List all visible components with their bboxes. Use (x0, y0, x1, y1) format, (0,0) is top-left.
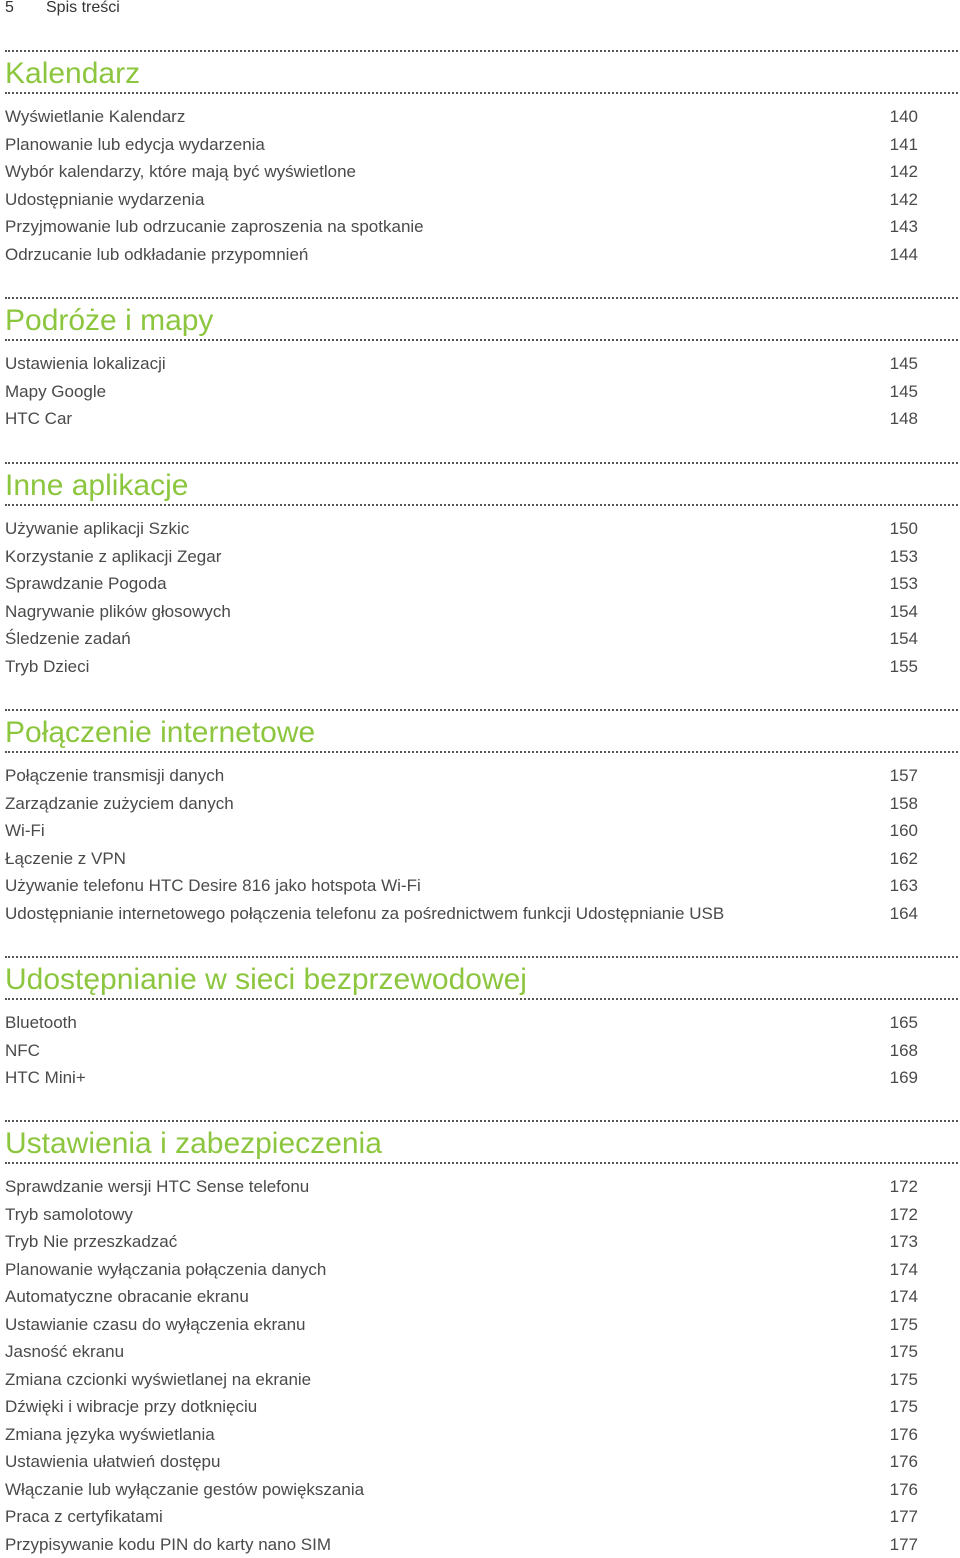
toc-entry-label: Zmiana czcionki wyświetlanej na ekranie (5, 1366, 311, 1394)
section-title-rule (5, 504, 958, 506)
toc-entry-page-number: 145 (890, 350, 918, 378)
section-entries (5, 515, 918, 680)
toc-entry[interactable] (5, 1393, 918, 1421)
toc-entry-page-number: 153 (890, 570, 918, 598)
toc-entry-label: NFC (5, 1037, 40, 1065)
toc-entry-label: HTC Car (5, 405, 72, 433)
toc-entry[interactable] (5, 1064, 918, 1092)
toc-entry[interactable] (5, 900, 918, 928)
toc-entry-label: Tryb Nie przeszkadzać (5, 1228, 177, 1256)
toc-entry-label: Wyświetlanie Kalendarz (5, 103, 185, 131)
toc-entry[interactable] (5, 515, 918, 543)
toc-entry-page-number: 163 (890, 872, 918, 900)
toc-entry[interactable] (5, 186, 918, 214)
toc-entry[interactable] (5, 543, 918, 571)
toc-entry-label: Sprawdzanie wersji HTC Sense telefonu (5, 1173, 309, 1201)
toc-entry-page-number: 157 (890, 762, 918, 790)
toc-entry-label: Sprawdzanie Pogoda (5, 570, 167, 598)
toc-entry-label: Wi-Fi (5, 817, 45, 845)
toc-entry-page-number: 168 (890, 1037, 918, 1065)
toc-entry[interactable] (5, 1476, 918, 1504)
toc-entry-page-number: 148 (890, 405, 918, 433)
section-title: Inne aplikacje (5, 471, 188, 501)
section-title-rule (5, 751, 958, 753)
toc-entry-page-number: 150 (890, 515, 918, 543)
toc-entry-label: Używanie telefonu HTC Desire 816 jako hotspota Wi-Fi (5, 872, 421, 900)
section-top-rule (5, 709, 958, 711)
toc-entry-page-number: 173 (890, 1228, 918, 1256)
toc-entry[interactable] (5, 405, 918, 433)
toc-entry-label: Mapy Google (5, 378, 106, 406)
toc-entry-label: Włączanie lub wyłączanie gestów powiększania (5, 1476, 364, 1504)
toc-entry-page-number: 172 (890, 1201, 918, 1229)
section-entries (5, 103, 918, 268)
toc-entry[interactable] (5, 213, 918, 241)
section-title-rule (5, 998, 958, 1000)
page-header-title: Spis treści (46, 0, 120, 16)
toc-entry[interactable] (5, 1503, 918, 1531)
toc-entry[interactable] (5, 1531, 918, 1558)
toc-entry[interactable] (5, 103, 918, 131)
toc-entry-page-number: 145 (890, 378, 918, 406)
toc-entry-label: Bluetooth (5, 1009, 77, 1037)
toc-entry-page-number: 154 (890, 598, 918, 626)
toc-entry-page-number: 165 (890, 1009, 918, 1037)
toc-entry-label: Połączenie transmisji danych (5, 762, 224, 790)
toc-entry-label: Ustawienia lokalizacji (5, 350, 166, 378)
toc-entry-page-number: 140 (890, 103, 918, 131)
section-entries (5, 1173, 918, 1558)
toc-entry-label: HTC Mini+ (5, 1064, 86, 1092)
toc-entry-label: Odrzucanie lub odkładanie przypomnień (5, 241, 308, 269)
toc-entry-label: Planowanie lub edycja wydarzenia (5, 131, 265, 159)
toc-entry-page-number: 175 (890, 1366, 918, 1394)
toc-entry-page-number: 176 (890, 1476, 918, 1504)
toc-entry[interactable] (5, 1009, 918, 1037)
section-entries (5, 762, 918, 927)
toc-entry-label: Śledzenie zadań (5, 625, 131, 653)
section-entries (5, 350, 918, 433)
toc-entry[interactable] (5, 1448, 918, 1476)
toc-entry[interactable] (5, 1201, 918, 1229)
toc-entry[interactable] (5, 625, 918, 653)
toc-entry[interactable] (5, 1256, 918, 1284)
section-title: Ustawienia i zabezpieczenia (5, 1129, 382, 1159)
section-top-rule (5, 1120, 958, 1122)
toc-entry-label: Ustawienia ułatwień dostępu (5, 1448, 220, 1476)
toc-entry[interactable] (5, 790, 918, 818)
toc-entry-page-number: 160 (890, 817, 918, 845)
section-title: Kalendarz (5, 59, 140, 89)
toc-entry-page-number: 174 (890, 1283, 918, 1311)
toc-entry-page-number: 155 (890, 653, 918, 681)
toc-entry[interactable] (5, 762, 918, 790)
toc-entry[interactable] (5, 1366, 918, 1394)
section-title-rule (5, 92, 958, 94)
section-top-rule (5, 50, 958, 52)
section-top-rule (5, 297, 958, 299)
toc-entry-label: Ustawianie czasu do wyłączenia ekranu (5, 1311, 306, 1339)
toc-entry[interactable] (5, 131, 918, 159)
toc-entry-page-number: 142 (890, 186, 918, 214)
toc-entry-page-number: 175 (890, 1338, 918, 1366)
section-title-rule (5, 1162, 958, 1164)
toc-entry-label: Zarządzanie zużyciem danych (5, 790, 234, 818)
toc-entry-page-number: 164 (890, 900, 918, 928)
toc-entry-label: Planowanie wyłączania połączenia danych (5, 1256, 326, 1284)
toc-entry-page-number: 172 (890, 1173, 918, 1201)
toc-entry-label: Przypisywanie kodu PIN do karty nano SIM (5, 1531, 331, 1558)
toc-entry-page-number: 175 (890, 1311, 918, 1339)
toc-entry-page-number: 144 (890, 241, 918, 269)
toc-entry[interactable] (5, 653, 918, 681)
toc-entry-page-number: 141 (890, 131, 918, 159)
toc-entry-label: Zmiana języka wyświetlania (5, 1421, 215, 1449)
toc-entry[interactable] (5, 158, 918, 186)
toc-entry-label: Nagrywanie plików głosowych (5, 598, 231, 626)
toc-entry-label: Tryb samolotowy (5, 1201, 133, 1229)
toc-entry-label: Przyjmowanie lub odrzucanie zaproszenia na spotkanie (5, 213, 424, 241)
toc-entry-label: Automatyczne obracanie ekranu (5, 1283, 249, 1311)
toc-entry-label: Udostępnianie wydarzenia (5, 186, 204, 214)
toc-entry-page-number: 143 (890, 213, 918, 241)
section-title: Podróże i mapy (5, 306, 213, 336)
page-number: 5 (5, 0, 46, 16)
toc-entry-page-number: 174 (890, 1256, 918, 1284)
toc-entry-page-number: 162 (890, 845, 918, 873)
toc-entry[interactable] (5, 378, 918, 406)
toc-entry-page-number: 142 (890, 158, 918, 186)
toc-entry-label: Wybór kalendarzy, które mają być wyświetlone (5, 158, 356, 186)
toc-entry-label: Praca z certyfikatami (5, 1503, 163, 1531)
toc-entry[interactable] (5, 1037, 918, 1065)
toc-entry[interactable] (5, 1421, 918, 1449)
toc-entry-label: Tryb Dzieci (5, 653, 89, 681)
toc-entry[interactable] (5, 1311, 918, 1339)
toc-entry-page-number: 169 (890, 1064, 918, 1092)
toc-entry-page-number: 175 (890, 1393, 918, 1421)
toc-entry[interactable] (5, 598, 918, 626)
toc-entry-label: Dźwięki i wibracje przy dotknięciu (5, 1393, 257, 1421)
toc-entry-page-number: 176 (890, 1421, 918, 1449)
toc-entry-page-number: 154 (890, 625, 918, 653)
toc-entry-page-number: 176 (890, 1448, 918, 1476)
toc-entry[interactable] (5, 845, 918, 873)
section-top-rule (5, 956, 958, 958)
toc-entry[interactable] (5, 241, 918, 269)
section-entries (5, 1009, 918, 1092)
toc-entry-label: Używanie aplikacji Szkic (5, 515, 189, 543)
toc-entry[interactable] (5, 817, 918, 845)
toc-entry-page-number: 177 (890, 1503, 918, 1531)
toc-entry-label: Udostępnianie internetowego połączenia telefonu za pośrednictwem funkcji Udostępnianie USB (5, 900, 724, 928)
toc-entry[interactable] (5, 1283, 918, 1311)
toc-entry[interactable] (5, 350, 918, 378)
toc-entry-label: Łączenie z VPN (5, 845, 126, 873)
toc-entry[interactable] (5, 1228, 918, 1256)
section-title-rule (5, 339, 958, 341)
section-title: Udostępnianie w sieci bezprzewodowej (5, 965, 527, 995)
toc-entry-label: Jasność ekranu (5, 1338, 124, 1366)
toc-entry-page-number: 153 (890, 543, 918, 571)
toc-entry[interactable] (5, 570, 918, 598)
section-top-rule (5, 462, 958, 464)
toc-entry[interactable] (5, 872, 918, 900)
toc-entry-label: Korzystanie z aplikacji Zegar (5, 543, 221, 571)
toc-entry[interactable] (5, 1338, 918, 1366)
toc-entry-page-number: 177 (890, 1531, 918, 1558)
toc-entry-page-number: 158 (890, 790, 918, 818)
page-header (5, 0, 120, 16)
toc-entry[interactable] (5, 1173, 918, 1201)
section-title: Połączenie internetowe (5, 718, 315, 748)
